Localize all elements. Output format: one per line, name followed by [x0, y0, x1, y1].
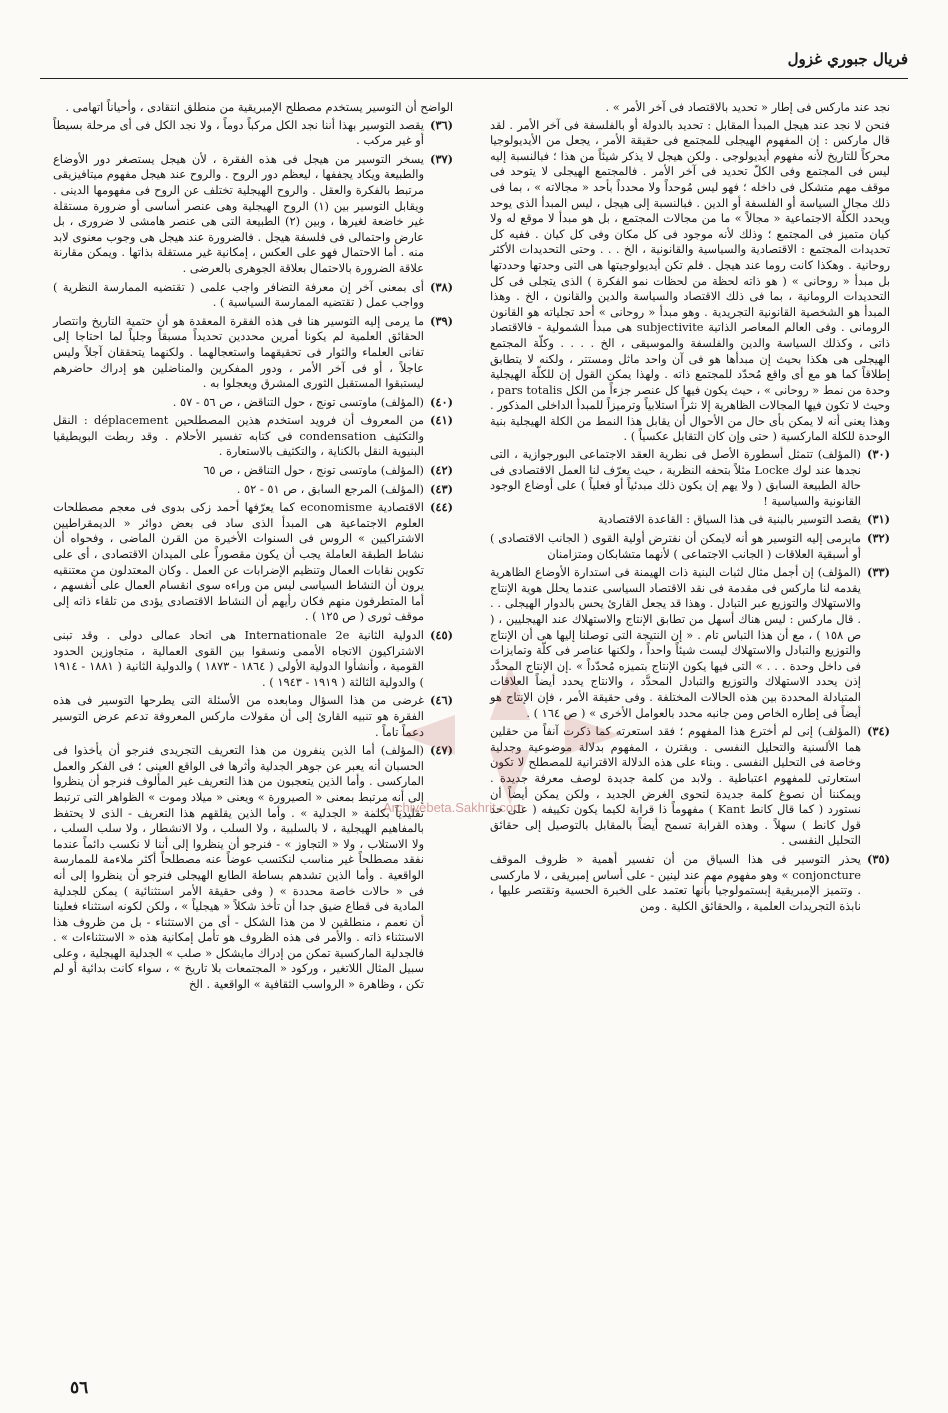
footnote-number: (٤٧) [429, 743, 453, 758]
continued-note-text: الواضح أن التوسير يستخدم مصطلح الإمبريقية من منطلق انتقادى ، وأحياناً اتهامى . [65, 100, 453, 114]
footnote [490, 724, 890, 849]
footnote [53, 463, 453, 479]
archive-watermark-text: …Archivebeta.Sakhrit.com [370, 800, 524, 815]
footnote [53, 482, 453, 498]
footnote [53, 500, 453, 625]
footnote-text: من المعروف أن فرويد استخدم هذين المصطلحين déplacement : النقل والتكثيف condensation فى كتابه تفسير الأحلام . وقد ربطت البويطيقيا البنيوية النقل بالكناية ، والتكثيف بالاستعارة . [53, 413, 424, 459]
footnote-text: يقصد التوسير بهذا أننا نجد الكل مركباً دوماً ، ولا نجد الكل فى أى مرحلة بسيطاً أو غير مركب . [53, 117, 424, 148]
footnote-text: يحذر التوسير فى هذا السياق من أن تفسير أهمية « ظروف الموقف conjoncture » وهو مفهوم مهم عند لينين - على أساس إمبريقى ، لا ماركسى . وتتميز الإمبريقية إبستمولوجيا بأنها تعتمد على الخبرة الحسية وتقتصر عليها ، نابذة التجريدات العلمية ، والحقائق الكلية . ومن [490, 851, 861, 913]
footnote [53, 693, 453, 740]
footnote [490, 512, 890, 528]
footnote-number: (٤٣) [429, 481, 453, 496]
footnote-number: (٣٨) [429, 279, 453, 294]
footnote-number: (٣٦) [429, 117, 453, 132]
right-column [490, 100, 890, 917]
footnote-text: (المؤلف) ماوتسى تونج ، حول التناقض ، ص ٦٥ [203, 463, 424, 478]
footnote-number: (٤٠) [429, 394, 453, 409]
footnote [53, 413, 453, 460]
footnote [490, 531, 890, 562]
footnote-text: يسخر التوسير من هيجل فى هذه الفقرة ، لأن هيجل يستصغر دور الأوضاع والطبيعة ويكاد يجففها ، ليعظم دور الروح . والروح عند هيجل مفهوم ميتافيزيقى مرتبط بالفكرة والعقل . والروح الهيجلية تختلف عن الروح فى مفهومها الدينى . ويقابل التوسير بين (١) الروح الهيجلية وهى عنصر أساسى أو ضرورة مستقلة غير خاضعة لغيرها ، وبين (٢) الطبيعة التى هى عنصر هامشى لا ضرورى ، بل عارض واحتمالى فى فلسفة هيجل . فالضرورة عند هيجل هى وجوب معنوى لابد منه . أما الاحتمال فهو على العكس ، إمكانية غير مستقلة بذاتها . ويمكن مقارنة علاقة الضرورة بالاحتمال بعلاقة الجوهرى بالعرضى . [53, 151, 424, 275]
footnote-text: (المؤلف) إن أجمل مثال لثبات البنية ذات الهيمنة فى استدارة الأوضاع الظاهرية يقدمه لنا ماركس فى مقدمة فى نقد الاقتصاد السياسى عندما يحلل هوية الإنتاج والاستهلاك والتوزيع عبر التبادل . وهذا قد يجعل القارئ يحس بالدوار الهيجلى . . . قال ماركس : ليس هناك أسهل من تطابق الإنتاج والاستهلاك عند الهيجليين ، ( ص ١٥٨ ) ، مع أن هذا التباس تام . « إن النتيجة التى توصلنا إليها هى أن الإنتاج والتوزيع والتبادل والاستهلاك ليست شيئاً واحداً ، ولكنها عناصر فى كلّة وتمايزات فى داخل وحدة . . . » التى فيها يكون الإنتاج بتميزه مُحدّداً » .إن الإنتاج المحدَّد إذن يحدد الاستهلاك والتوزيع والتبادل المحدَّد ، والانتاج يحدد أيضاً العلاقات المتبادلة المحددة بين هذه الحالات المختلفة . وفى حقيقة الأمر ، فإن الإنتاج هو أيضاً فى إطاره الخاص ومن جانبه محدد بالعوامل الأخرى » ( ص ١٦٤ ) . [490, 565, 861, 720]
header-rule [40, 78, 908, 79]
footnote-text: الدولية الثانية Internationale 2e هى اتحاد عمالى دولى . وقد تبنى الاشتراكيون الاتجاه الأممى ونسقوا بين القوى العمالية ، متجاوزين الحدود القومية ، وأنشأوا الدولية الأولى ( ١٨٦٤ - ١٨٧٣ ) والدولية الثانية ( ١٨٨١ - ١٩١٤ ) والدولية الثالثة ( ١٩١٩ - ١٩٤٣ ) . [53, 628, 424, 689]
footnote [53, 118, 453, 149]
footnote-text: (المؤلف) ماوتسى تونج ، حول التناقض ، ص ٥٦ - ٥٧ . [172, 394, 424, 409]
footnote-number: (٤٥) [429, 628, 453, 642]
footnote-text: (المؤلف) أما الذين ينفرون من هذا التعريف التجريدى فنرجو أن يأخذوا فى الحسبان أنه يعبر عن جوهر الجدلية وأثرها فى الواقع العينى ؛ فى الفكر والعمل الماركسى . وأما الذين يتعجبون من هذا التعريف غير المألوف فنرجو أن ينظروا إلى أنه مرتبط بمعنى « الصيرورة » ويعنى « ميلاد وموت » الظواهر التى ترتبط تقليدياً بكلمة « الجدلية » . وأما الذين يقلقهم هذا التعريف - الذى لا يحتفظ بالمفاهيم الهيجلية ، لا بالسلبية ، ولا السلب ، ولا الانشطار ، ولا سلب السلب ، ولا الاستلاب ، ولا « التجاوز » - فنرجو أن ينظروا إلى أننا لا نكسب دائماً عندما نفقد مصطلحاً غير مناسب لنكتسب عوضاً عنه مصطلحاً أكثر ملاءمة للممارسة الواقعية . وأما الذين تشدهم بساطة الطابع الهيجلى فنرجو أن ينظروا إلى أنه فى « حالات خاصة محددة » ( وفى حقيقة الأمر استثنائية ) يمكن للجدلية المادية فى قطاع ضيق جدا أن تأخذ شكلاً « هيجلياً » ، ولكن لكونه استثناء فعلينا أن نعمم ، منطلقين لا من هذا الشكل - أى من الاستثناء - بل من ظروف هذا الاستثناء ذاته . والأمر فى هذه الظروف هو تأمل إمكانية هذه « الاستثناءات » . فالجدلية الماركسية تمكن من إدراك مايشكل « صلب » الجدلية الهيجلية ، وعلى سبيل المثال اللاتغير ، وركود « المجتمعات بلا تاريخ » ، سواء كانت بدائية أو لم تكن ، وظاهرة « الرواسب الثقافية » الواقعية . الخ [53, 743, 424, 992]
footnote [53, 280, 453, 311]
body-paragraph: فنحن لا نجد عند هيجل المبدأ المقابل : تحديد بالدولة أو بالفلسفة فى آخر الأمر . لقد قال ماركس : إن المفهوم الهيجلى للمجتمع فى حقيقة الأمر ، يجعل من الأيديولوجيا محركاً للتاريخ لأنه مفهوم أيديولوجى . ولكن هيجل لا يذكر شيئاً من هذا ؛ فبالنسبة إليه ليس فى المجتمع وفى الكلّ تحديد فى آخر الأمر . فالمجتمع الهيجلى لا يتوحد فى موقف مهم متشكل فى داخله ؛ فهو ليس مُوحداً ولا محدداً بأحد « مجالاته » ، بما فى ذلك مجال السياسة أو الفلسفة أو الدين . فبالنسبة إلى هيجل ، ليس المبدأ الذى يوحد ويحدد الكلّة الاجتماعية « مجالاً » ما من مجالات المجتمع ، بل هو مبدأ لا موقع له ولا كيان متميز فى المجتمع ؛ وذلك لأنه موجود فى كل مكان وفى كل كيان . ففيه كل تحديدات المجتمع : الاقتصادية والسياسية والقانونية ، الخ . . . وحتى التحديدات الأكثر روحانية . وهكذا كانت روما عند هيجل . فلم تكن أيديولوجيتها هى التى وحدتها وحددتها بل مبدأ « روحانى » ( هو ذاته لحظة من لحظات نمو الفكرة ) الذى يتجلى فى كل التحديدات الرومانية ، بما فى ذلك الاقتصاد والسياسة والدين والقانون ، الخ . وهذا المبدأ هو الشخصية القانونية التجريدية . وهو مبدأ « روحانى » أحد تجلياته هو القانون الرومانى . وفى العالم المعاصر الذاتية subjectivite هى مبدأ الشمولية - فالاقتصاد ذاتى ، وكذلك السياسة والدين والفلسفة والموسيقى ، الخ . . . . وكلّة المجتمع الهيجلى هى هكذا بحيث إن مبدأها هو فى آن واحد ماثل ومستتر ، ولكنه لا يتطابق إطلاقاً كما هو مع أى واقع مُحدّد للمجتمع ذاته . ولهذا يمكن القول إن للكلّة الهيجلية وحدة من نمط « روحانى » ، حيث يكون فيها كل عنصر جزءاً من الكل pars totalis ، وحيث لا تكون فيها المجالات الظاهرية إلا نثراً استلابياً وترميزاً للمبدأ الداخلى المذكور . وهذا يعنى أنه لا يمكن بأى حال من الأحوال أن يقابل هذا النمط من الكلة الهيجلية بنية الوحدة للكلة الماركسية ( حتى وإن كان التقابل عكسياً ) . [490, 117, 890, 444]
footnote-number: (٣٣) [866, 565, 890, 580]
footnote [490, 565, 890, 721]
footnote-number: (٣٠) [866, 447, 890, 462]
footnote-text: يقصد التوسير بالبنية فى هذا السياق : القاعدة الاقتصادية [598, 512, 861, 527]
footnote [53, 395, 453, 411]
footnote-number: (٣٧) [429, 151, 453, 166]
footnote [53, 743, 453, 993]
body-paragraph: نجد عند ماركس فى إطار « تحديد بالاقتصاد فى آخر الأمر » . [605, 100, 890, 114]
footnote [53, 152, 453, 277]
footnote-text: الاقتصادية economisme كما يعرّفها أحمد زكى بدوى فى معجم مصطلحات العلوم الاجتماعية هى المبدأ الذى ساد فى بعض دوائر « الديمقراطيين الاشتراكيين » الروس فى السنوات الأخيرة من القرن الماضى ، وفحواه أن نشاط الطبقة العاملة يجب أن يكون مقصوراً على الميدان الاقتصادى ، أى على تكوين نقابات العمال وتنظيم الإضرابات عن العمل . وكان المعتدلون من معتنقيه يرون أن النشاط السياسى ليس من وراءه سوى انقسام العمال على أنفسهم ، أما المتطرفون منهم فكان رأيهم أن النشاط الاقتصادى يؤدى من تلقاء ذاته إلى موقف ثورى ( ص ١٢٥ ) . [53, 500, 424, 624]
footnote-text: ما يرمى إليه التوسير هنا فى هذه الفقرة المعقدة هو أن حتمية التاريخ وانتصار الحقائق العلمية لم يكونا أمرين محددين تحديداً مسبقاً وجلياً لما احتاجا إلى تفانى العلماء والثوار فى تحقيقهما واستعجالهما . ولكنهما يتحققان آجلاً وليس عاجلاً ، أو فى آخر الأمر ، ودور المفكرين والمناضلين هو إدراك حاضرهم ليستبقوا المستقبل الثورى المشرق ويعجلوا به . [53, 313, 424, 391]
footnote-number: (٣٩) [429, 313, 453, 328]
footnote-number: (٤٦) [429, 693, 453, 708]
footnote-number: (٣١) [866, 512, 890, 527]
footnote-number: (٣٤) [866, 724, 890, 739]
footnote-text: (المؤلف) إنى لم أخترع هذا المفهوم ؛ فقد استعرته كما ذكرت آنفاً من حقلين هما الألسنية والتحليل النفسى . وبقترن ، المفهوم بدلالة موضوعية وجدلية وخاصة فى التحليل النفسى . وبناء على هذه الدلالة الاقترانية للمصطلح لا تكون استعارتى للمفهوم اعتباطية . ولابد من كلمة جديدة لوصف معرفة جديدة . ويمكننا أن نصوغ كلمة جديدة لتحوى الغرض الجديد ، ولكن يمكن أيضاً أن نستورد ( كما قال كانط Kant ) مفهوماً ذا قرابة لكيما يكون تكييفه ( على حد قول كانط ) سهلاً . وهذه القرابة تسمح أيضاً بالمقابل بالتوصيل إلى حقائق التحليل النفسى . [490, 724, 861, 848]
footnote [53, 314, 453, 392]
footnote-number: (٣٢) [866, 531, 890, 546]
footnote-number: (٤٤) [429, 500, 453, 515]
footnote-number: (٣٥) [866, 851, 890, 866]
footnote-text: (المؤلف) تتمثل أسطورة الأصل فى نظرية العقد الاجتماعى البورجوازية ، التى نجدها عند لوك Locke مثلاً بتحفه النظرية ، حيث يعرّف لنا العمل الاقتصادى فى حالة الطبيعة السابق ( ولا يهم إن يكون ذلك مبدئياً أو فعلياً ) على أوضاع الوجود القانونية والسياسية ! [490, 447, 861, 508]
footnote [53, 628, 453, 690]
running-head-author: فريال جبوري غزول [787, 50, 908, 68]
page-header [40, 50, 908, 76]
footnote-text: مايرمى إليه التوسير هو أنه لايمكن أن نفترض أولية القوى ( الجانب الاقتصادى ) أو أسبقية العلاقات ( الجانب الاجتماعى ) لأنهما متشابكان ومتزامنان [490, 531, 861, 561]
footnote [490, 852, 890, 914]
footnote-number: (٤٢) [429, 463, 453, 478]
footnote-text: أى بمعنى آخر إن معرفة التضافر واجب علمى ( تقتضيه الممارسة النظرية ) وواجب عمل ( تقتضيه الممارسة السياسية ) . [53, 279, 424, 310]
footnote-text: غرضى من هذا السؤال ومابعده من الأسئلة التى يطرحها التوسير فى هذه الفقرة هو تنبيه القارئ إلى أن مقولات ماركس المعروفة تدعم عرض التوسير دعماً تاماً . [53, 693, 424, 739]
page-number: ٥٦ [70, 1378, 89, 1398]
footnote [490, 447, 890, 509]
footnote-text: (المؤلف) المرجع السابق ، ص ٥١ - ٥٢ . [236, 481, 424, 496]
footnote-number: (٤١) [429, 413, 453, 428]
left-column [53, 100, 453, 996]
